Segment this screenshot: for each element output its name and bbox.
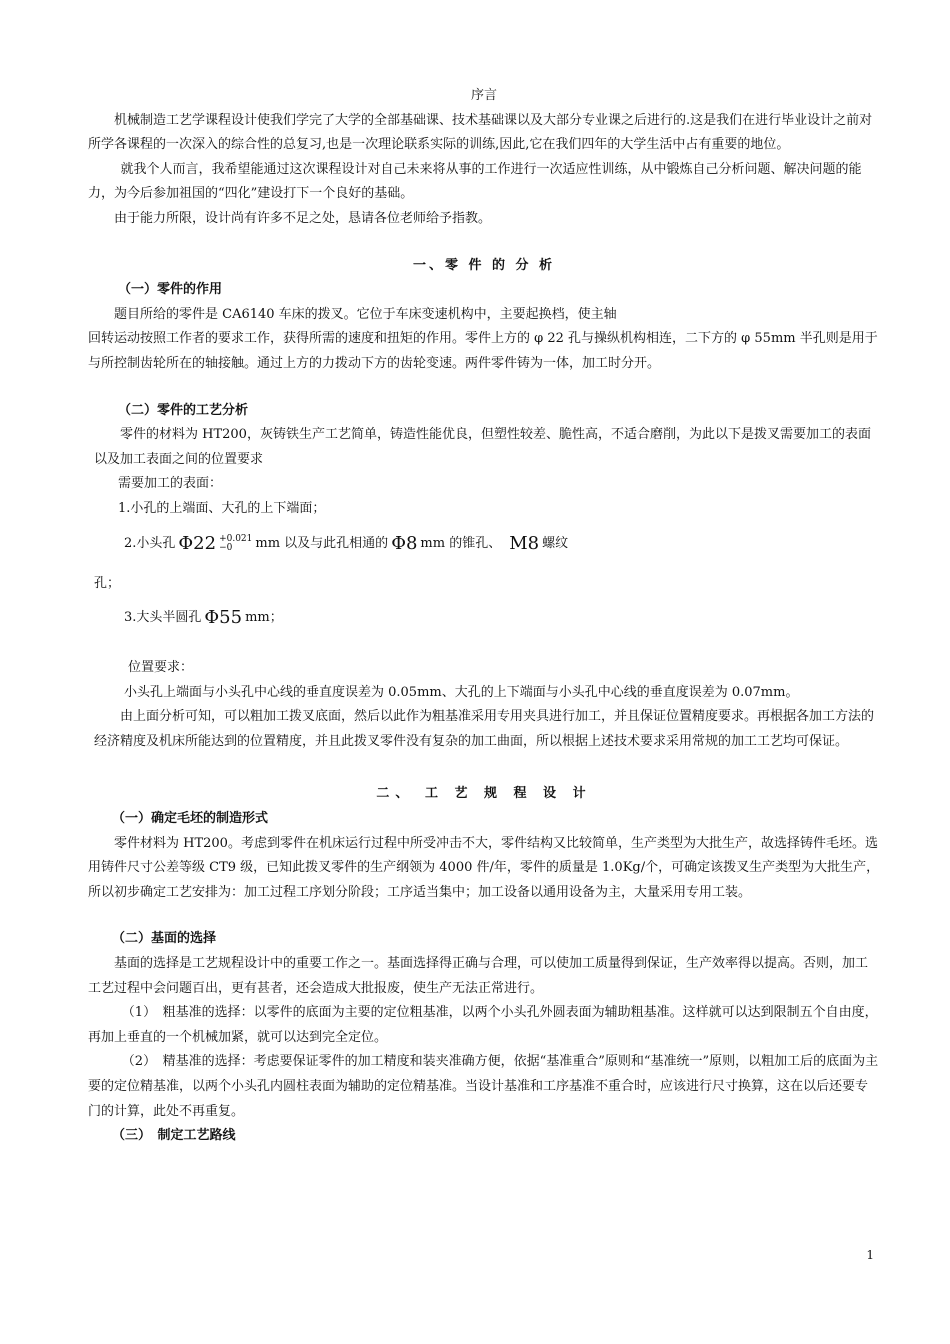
- section-2-title: 二、 工 艺 规 程 设 计: [376, 786, 592, 802]
- section-2-sub-2-paragraph: 基面的选择是工艺规程设计中的重要工作之一。基面选择得正确与合理，可以使加工质量得到保证，生产效率得以提高。否则，加工工艺过程中会问题百出，更有甚者，还会造成大批报废，使生产无法正常进行。: [88, 956, 869, 996]
- preface-paragraph-1: 机械制造工艺学课程设计使我们学完了大学的全部基础课、技术基础课以及大部分专业课之后进行的.这是我们在进行毕业设计之前对所学各课程的一次深入的综合性的总复习,也是一次理论联系实际的训练,因此,它在我们四年的大学生活中占有重要的地位。: [88, 112, 873, 153]
- preface-paragraph-2: 就我个人而言，我希望能通过这次课程设计对自己未来将从事的工作进行一次适应性训练，从中锻炼自己分析问题、解决问题的能力，为今后参加祖国的“四化”建设打下一个良好的基础。: [88, 161, 862, 202]
- surface-item-2-continuation: 孔；: [94, 575, 121, 591]
- surface-item-3: [124, 596, 880, 640]
- item-3-suffix: mm；: [245, 610, 283, 626]
- item-2-prefix: 2.小头孔: [124, 535, 176, 551]
- section-1-sub-1-paragraph-2: 回转运动按照工作者的要求工作，获得所需的速度和扭矩的作用。零件上方的 φ 22 孔与操纵机构相连，二下方的 φ 55mm 半孔则是用于与所控制齿轮所在的轴接触。通过上方的力拨动下方的齿轮变速。两件零件铸为一体，加工时分开。: [88, 331, 878, 371]
- tolerance-upper: +0.021: [219, 533, 253, 544]
- tolerance-lower: −0: [219, 542, 233, 553]
- preface-paragraph-3: 由于能力所限，设计尚有许多不足之处，恳请各位老师给予指教。: [114, 210, 492, 226]
- section-1-sub-2-paragraph: 零件的材料为 HT200，灰铸铁生产工艺简单，铸造性能优良，但塑性较差、脆性高，不适合磨削，为此以下是拨叉需要加工的表面以及加工表面之间的位置要求: [94, 427, 871, 467]
- section-2-sub-2-title: （二）基面的选择: [112, 931, 217, 947]
- phi-22-symbol: Φ22: [178, 532, 217, 554]
- item-3-prefix: 3.大头半圆孔: [124, 610, 202, 626]
- item-2-suffix: 螺纹: [542, 535, 569, 551]
- section-1-title: 一、零 件 的 分 析: [412, 257, 556, 273]
- surface-item-1: 1.小孔的上端面、大孔的上下端面；: [118, 500, 326, 516]
- analysis-conclusion: 由上面分析可知，可以粗加工拨叉底面，然后以此作为粗基准采用专用夹具进行加工，并且保证位置精度要求。再根据各加工方法的经济精度及机床所能达到的位置精度，并且此拨叉零件没有复杂的加工曲面，所以根据上述技术要求采用常规的加工工艺均可保证。: [94, 709, 875, 749]
- phi-8-symbol: Φ8: [391, 532, 418, 554]
- item-2-middle-1: mm 以及与此孔相通的: [255, 535, 389, 551]
- section-2-sub-1-paragraph: 零件材料为 HT200。考虑到零件在机床运行过程中所受冲击不大，零件结构又比较简单，生产类型为大批生产，故选择铸件毛坯。选用铸件尺寸公差等级 CT9 级，已知此拨叉零件的生产纲领为 4000 件/年，零件的质量是 1.0Kg/个，可确定该拨叉生产类型为大批生产，所以初步确定工艺安排为：加工过程工序划分阶段；工序适当集中；加工设备以通用设备为主，大量采用专用工装。: [88, 835, 880, 900]
- section-1-sub-2-title: （二）零件的工艺分析: [118, 402, 249, 418]
- m8-symbol: M8: [509, 532, 540, 554]
- surface-item-2: [124, 522, 880, 566]
- section-1-sub-1-title: （一）零件的作用: [118, 282, 223, 298]
- item-2-middle-2: mm 的锥孔、: [420, 535, 502, 551]
- section-1-sub-1-paragraph-1: 题目所给的零件是 CA6140 车床的拨叉。它位于车床变速机构中，主要起换档，使主轴: [114, 306, 617, 322]
- section-2-sub-3-title: （三） 制定工艺路线: [112, 1128, 236, 1144]
- surfaces-label: 需要加工的表面：: [118, 476, 223, 492]
- fine-datum-paragraph: （2） 精基准的选择：考虑要保证零件的加工精度和装夹准确方便，依据“基准重合”原则和“基准统一”原则，以粗加工后的底面为主要的定位精基准，以两个小头孔内圆柱表面为辅助的定位精基准。当设计基准和工序基准不重合时，应该进行尺寸换算，这在以后还要专门的计算，此处不再重复。: [88, 1054, 879, 1119]
- position-requirement: 小头孔上端面与小头孔中心线的垂直度误差为 0.05mm、大孔的上下端面与小头孔中心线的垂直度误差为 0.07mm。: [124, 684, 799, 700]
- preface-title: 序言: [470, 88, 497, 103]
- rough-datum-paragraph: （1） 粗基准的选择：以零件的底面为主要的定位粗基准，以两个小头孔外圆表面为辅助粗基准。这样就可以达到限制五个自由度，再加上垂直的一个机械加紧，就可以达到完全定位。: [88, 1005, 878, 1045]
- document-page: [88, 84, 880, 1149]
- page-number: 1: [866, 1248, 874, 1262]
- phi-55-symbol: Φ55: [204, 607, 243, 629]
- section-2-sub-1-title: （一）确定毛坯的制造形式: [112, 811, 269, 827]
- phi-22-tolerance: [219, 535, 252, 553]
- position-label: 位置要求：: [128, 660, 194, 676]
